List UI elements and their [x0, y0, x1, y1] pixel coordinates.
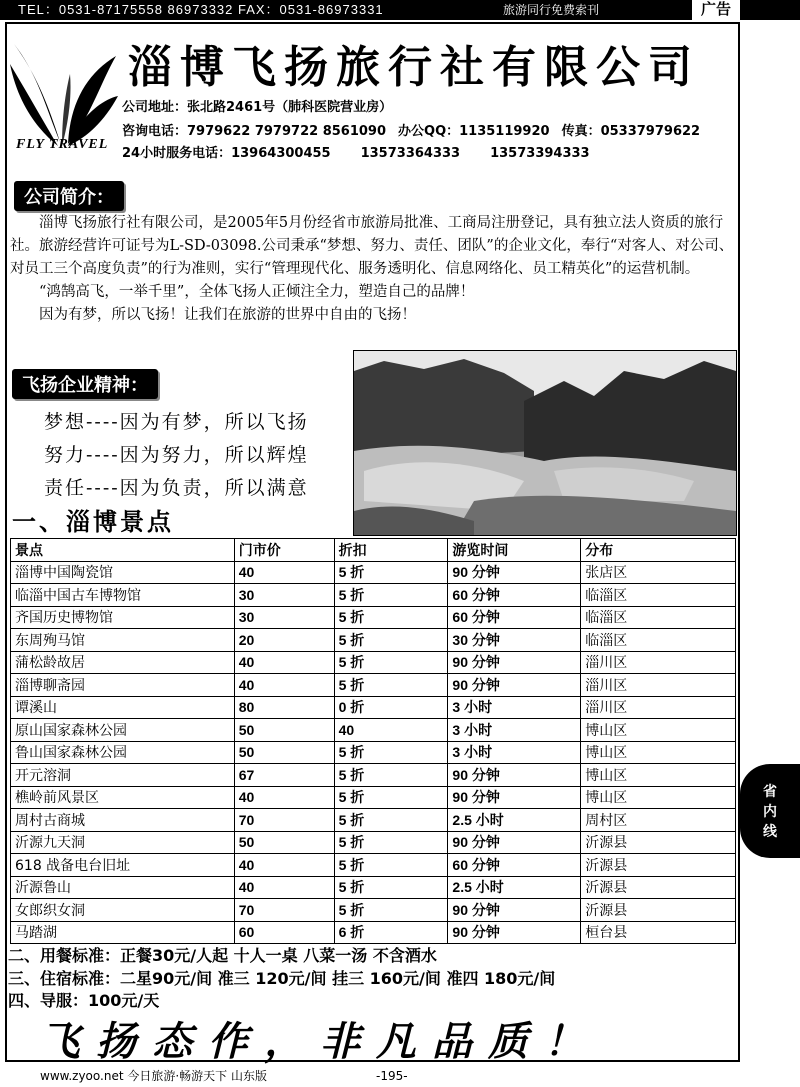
tab-char: 线 [763, 824, 777, 840]
visit-duration: 3 小时 [448, 719, 581, 742]
discount: 5 折 [334, 629, 448, 652]
ticket-price: 70 [234, 809, 334, 832]
table-row [11, 854, 736, 877]
ticket-price: 70 [234, 899, 334, 922]
attraction-name: 618 战备电台旧址 [11, 854, 235, 877]
visit-duration: 60 分钟 [448, 584, 581, 607]
visit-duration: 90 分钟 [448, 786, 581, 809]
column-header: 游览时间 [448, 539, 581, 562]
district: 张店区 [581, 561, 736, 584]
discount: 5 折 [334, 584, 448, 607]
ticket-price: 30 [234, 606, 334, 629]
table-row [11, 584, 736, 607]
ticket-price: 40 [234, 674, 334, 697]
district: 博山区 [581, 741, 736, 764]
district: 桓台县 [581, 921, 736, 944]
hotel-standard: 三、住宿标准：二星90元/间 准三 120元/间 挂三 160元/间 准四 180元/间 [8, 969, 556, 988]
attraction-name: 女郎织女洞 [11, 899, 235, 922]
visit-duration: 90 分钟 [448, 831, 581, 854]
visit-duration: 60 分钟 [448, 606, 581, 629]
district: 淄川区 [581, 651, 736, 674]
table-row [11, 741, 736, 764]
footer-site: www.zyoo.net 今日旅游·畅游天下 山东版 [40, 1069, 267, 1083]
tab-char: 省 [763, 784, 777, 800]
company-address: 公司地址：张北路2461号（肺科医院营业房） [122, 100, 393, 115]
district: 沂源县 [581, 854, 736, 877]
tab-char: 内 [763, 804, 777, 820]
ticket-price: 30 [234, 584, 334, 607]
guide-fee: 四、导服：100元/天 [8, 991, 160, 1010]
district: 沂源县 [581, 831, 736, 854]
table-row [11, 899, 736, 922]
district: 临淄区 [581, 629, 736, 652]
visit-duration: 2.5 小时 [448, 876, 581, 899]
page-number: -195- [376, 1069, 408, 1083]
visit-duration: 90 分钟 [448, 899, 581, 922]
discount: 0 折 [334, 696, 448, 719]
district: 淄川区 [581, 696, 736, 719]
discount: 5 折 [334, 674, 448, 697]
visit-duration: 3 小时 [448, 696, 581, 719]
discount: 5 折 [334, 809, 448, 832]
district: 淄川区 [581, 674, 736, 697]
consult-phones: 咨询电话：7979622 7979722 8561090 [122, 124, 387, 139]
section-heading: 一、淄博景点 [12, 507, 174, 536]
visit-duration: 90 分钟 [448, 921, 581, 944]
intro-badge: 公司简介： [14, 181, 124, 211]
attraction-name: 东周殉马馆 [11, 629, 235, 652]
hotline-number: 13964300455 [231, 146, 331, 161]
district: 沂源县 [581, 876, 736, 899]
attraction-name: 周村古商城 [11, 809, 235, 832]
attraction-name: 蒲松龄故居 [11, 651, 235, 674]
district: 博山区 [581, 786, 736, 809]
discount: 5 折 [334, 876, 448, 899]
attraction-name: 开元溶洞 [11, 764, 235, 787]
discount: 5 折 [334, 651, 448, 674]
attraction-name: 淄博中国陶瓷馆 [11, 561, 235, 584]
spirit-line: 努力----因为努力，所以辉煌 [44, 444, 309, 466]
office-qq: 办公QQ：1135119920 [398, 124, 550, 139]
attraction-name: 临淄中国古车博物馆 [11, 584, 235, 607]
column-header: 景点 [11, 539, 235, 562]
visit-duration: 90 分钟 [448, 674, 581, 697]
intro-paragraph: 因为有梦，所以飞扬！让我们在旅游的世界中自由的飞扬！ [39, 307, 416, 323]
column-header: 折扣 [334, 539, 448, 562]
ticket-price: 40 [234, 876, 334, 899]
mountain-stream-photo [353, 350, 737, 536]
discount: 5 折 [334, 764, 448, 787]
attraction-name: 淄博聊斋园 [11, 674, 235, 697]
column-header: 门市价 [234, 539, 334, 562]
table-row [11, 786, 736, 809]
district: 临淄区 [581, 584, 736, 607]
table-row [11, 719, 736, 742]
attraction-name: 沂源九天洞 [11, 831, 235, 854]
discount: 40 [334, 719, 448, 742]
top-bar [0, 0, 800, 20]
discount: 5 折 [334, 606, 448, 629]
intro-paragraph: “鸿鹄高飞，一举千里”，全体飞扬人正倾注全力，塑造自己的品牌！ [39, 284, 475, 300]
table-row [11, 674, 736, 697]
discount: 5 折 [334, 854, 448, 877]
ticket-price: 20 [234, 629, 334, 652]
slogan-motto: 飞扬态作，非凡品质！ [40, 1018, 600, 1065]
free-magazine-slogan: 旅游同行免费索刊 [503, 3, 600, 17]
attraction-name: 齐国历史博物馆 [11, 606, 235, 629]
attraction-name: 马踏湖 [11, 921, 235, 944]
company-name: 淄博飞扬旅行社有限公司 [128, 42, 700, 93]
province-route-tab [740, 764, 800, 858]
ticket-price: 50 [234, 719, 334, 742]
hotline-line [122, 142, 602, 161]
logo-wordmark: FLY TRAVEL [16, 137, 109, 152]
ticket-price: 40 [234, 854, 334, 877]
ad-label: 广告 [690, 0, 740, 20]
ticket-price: 50 [234, 831, 334, 854]
district: 博山区 [581, 719, 736, 742]
intro-paragraph: 淄博飞扬旅行社有限公司，是2005年5月份经省市旅游局批准、工商局注册登记，具有独立法人资质的旅行社。旅游经营许可证号为L-SD-03098.公司秉承“梦想、努力、责任、团队”的企业文化，奉行“对客人、对公司、对员工三个高度负责”的行为准则，实行“管理现代化、服务透明化、信息网络化、员工精英化”的运营机制。 [10, 215, 734, 277]
discount: 5 折 [334, 899, 448, 922]
table-row [11, 809, 736, 832]
district: 博山区 [581, 764, 736, 787]
ticket-price: 40 [234, 786, 334, 809]
table-row [11, 561, 736, 584]
discount: 6 折 [334, 921, 448, 944]
table-row [11, 831, 736, 854]
table-row [11, 921, 736, 944]
district: 沂源县 [581, 899, 736, 922]
attraction-name: 沂源鲁山 [11, 876, 235, 899]
ticket-price: 50 [234, 741, 334, 764]
table-row [11, 629, 736, 652]
attraction-name: 原山国家森林公园 [11, 719, 235, 742]
ticket-price: 40 [234, 561, 334, 584]
fax-number: 传真：05337979622 [561, 124, 701, 139]
discount: 5 折 [334, 786, 448, 809]
discount: 5 折 [334, 561, 448, 584]
spirit-line: 梦想----因为有梦，所以飞扬 [44, 411, 309, 433]
visit-duration: 90 分钟 [448, 651, 581, 674]
attractions-table [10, 538, 736, 944]
attraction-name: 谭溪山 [11, 696, 235, 719]
ticket-price: 40 [234, 651, 334, 674]
spirit-line: 责任----因为负责，所以满意 [44, 477, 309, 499]
district: 临淄区 [581, 606, 736, 629]
table-row [11, 764, 736, 787]
meal-standard: 二、用餐标准：正餐30元/人起 十人一桌 八菜一汤 不含酒水 [8, 946, 437, 965]
table-row [11, 606, 736, 629]
visit-duration: 3 小时 [448, 741, 581, 764]
district: 周村区 [581, 809, 736, 832]
company-intro [10, 212, 735, 327]
contact-numbers: TEL：0531-87175558 86973332 FAX：0531-86973331 [18, 2, 384, 17]
hotline-number: 13573364333 [360, 146, 461, 161]
visit-duration: 2.5 小时 [448, 809, 581, 832]
table-header-row [11, 539, 736, 562]
visit-duration: 60 分钟 [448, 854, 581, 877]
discount: 5 折 [334, 741, 448, 764]
discount: 5 折 [334, 831, 448, 854]
attraction-name: 樵岭前风景区 [11, 786, 235, 809]
hotline-number: 13573394333 [490, 146, 590, 161]
visit-duration: 90 分钟 [448, 561, 581, 584]
contact-line [122, 120, 712, 139]
hotline-label: 24小时服务电话： [122, 146, 232, 161]
table-row [11, 876, 736, 899]
ticket-price: 80 [234, 696, 334, 719]
ticket-price: 67 [234, 764, 334, 787]
visit-duration: 90 分钟 [448, 764, 581, 787]
table-row [11, 696, 736, 719]
table-row [11, 651, 736, 674]
visit-duration: 30 分钟 [448, 629, 581, 652]
ticket-price: 60 [234, 921, 334, 944]
spirit-badge: 飞扬企业精神： [12, 369, 158, 399]
attraction-name: 鲁山国家森林公园 [11, 741, 235, 764]
column-header: 分布 [581, 539, 736, 562]
